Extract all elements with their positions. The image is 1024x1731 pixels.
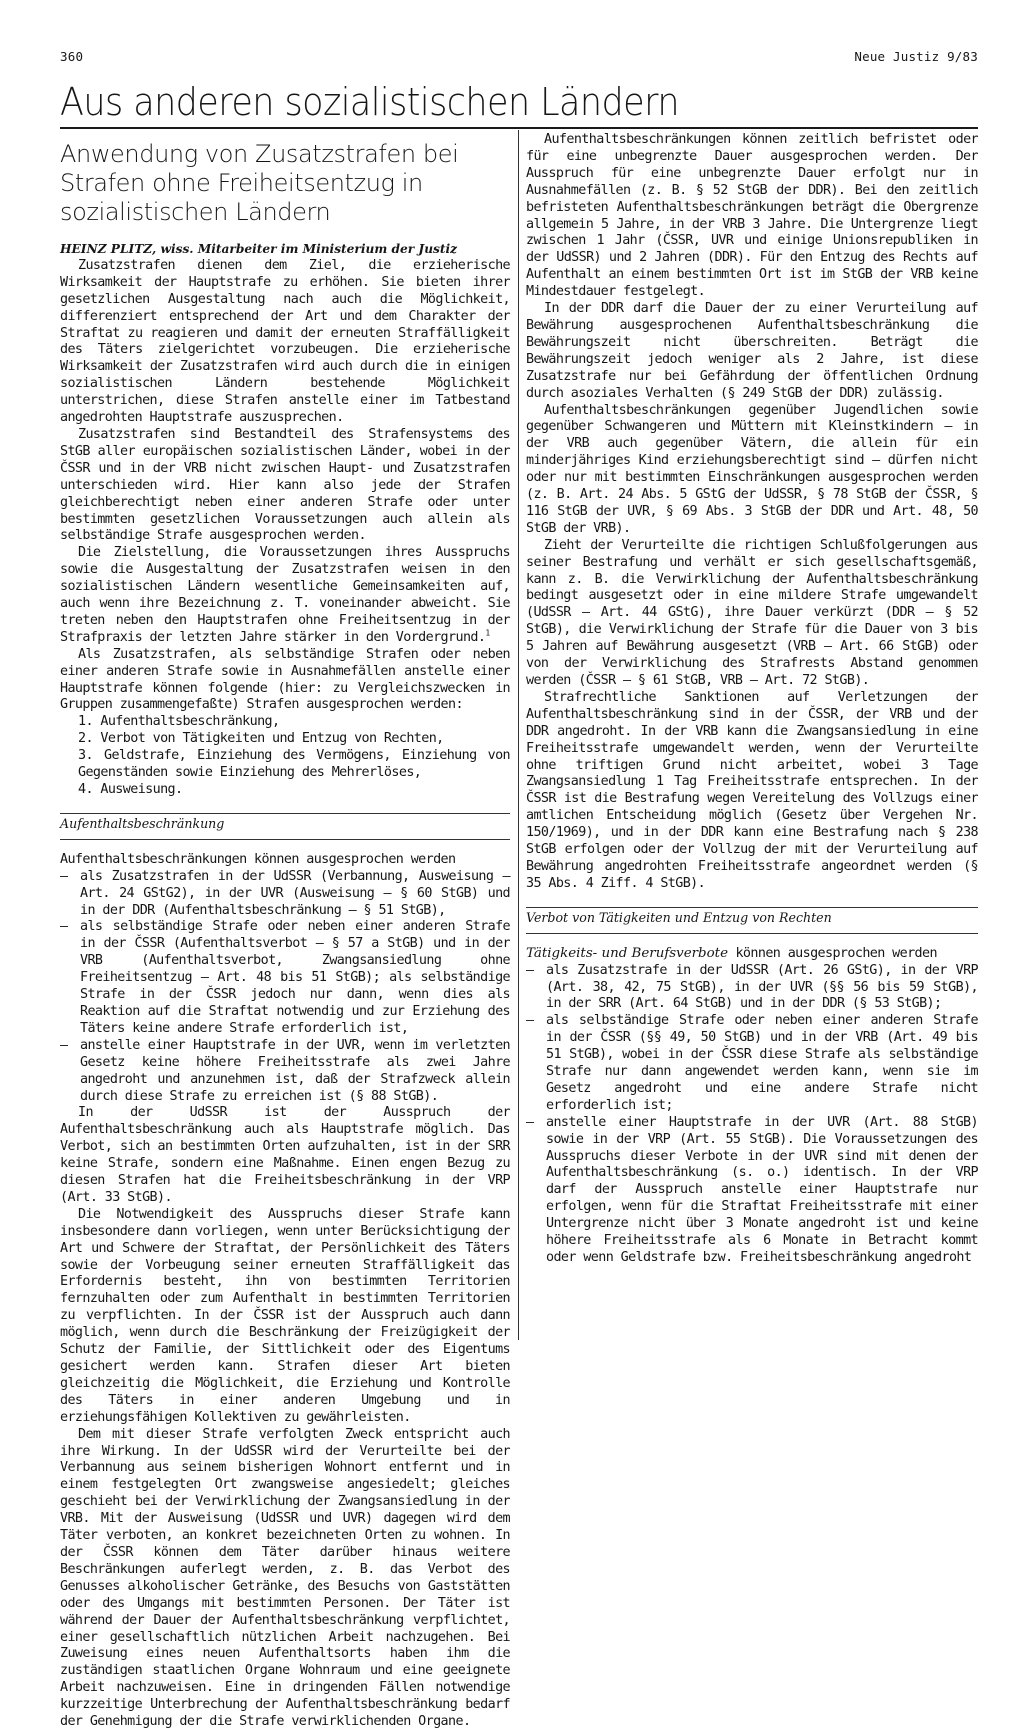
intro-paragraph-text: Die Zielstellung, die Voraussetzungen ihres Ausspruchs sowie die Ausgestaltung der Zusatzstrafen weisen in den sozialistischen Ländern wesentliche Gemeinsamkeiten auf, auch wenn ihre Bezeichnung z. T. voneinander abweicht. Sie treten neben den Hauptstrafen ohne Freiheitsentzug in der Strafpraxis der letzten Jahre stärker in den Vordergrund. bbox=[60, 545, 510, 645]
dash-list-item: — als selbständige Strafe oder neben einer anderen Strafe in der ČSSR (Aufenthaltsverbot — § 57 a StGB) und in der VRB (Aufenthaltsverbot, Zwangsansiedlung ohne Freiheitsentzug — Art. 48 bis 51 StGB); als selbständige Strafe in der ČSSR jedoch nur dann, wenn dies als Reaktion auf die Straftat notwendig und zur Erziehung des Täters keine andere Strafe erforderlich ist, bbox=[60, 919, 510, 1037]
running-header bbox=[60, 49, 978, 67]
intro-paragraph: Zusatzstrafen dienen dem Ziel, die erzieherische Wirksamkeit der Hauptstrafe zu erhöhen. Sie bieten ihrer gesetzlichen Ausgestaltung nach auch die Möglichkeit, differenziert entsprechend der Art und dem Charakter der Straftat zu reagieren und damit der erneuten Straffälligkeit des Täters zielgerichtet vorzubeugen. Die erzieherische Wirksamkeit der Zusatzstrafen wird auch durch die in einigen sozialistischen Ländern bestehende Möglichkeit unterstrichen, diese Strafen anstelle einer im Tatbestand angedrohten Hauptstrafe auszusprechen. bbox=[60, 257, 510, 426]
body-paragraph: Dem mit dieser Strafe verfolgten Zweck entspricht auch ihre Wirkung. In der UdSSR wird der Verurteilte bei der Verbannung aus seinem bisherigen Wohnort entfernt und in einem festgelegten Ort zwangsweise angesiedelt; gleiches geschieht bei der Verwirklichung der Zwangsansiedlung in der VRB. Mit der Ausweisung (UdSSR und UVR) dagegen wird dem Täter verboten, an konkret bezeichneten Orten zu wohnen. In der ČSSR können dem Täter darüber hinaus weitere Beschränkungen auferlegt werden, z. B. das Verbot des Genusses alkoholischer Getränke, des Besuchs von Gaststätten oder des Umgangs mit bestimmten Personen. Der Täter ist während der Dauer der Aufenthaltsbeschränkung verpflichtet, einer gesellschaftlich nützlichen Arbeit nachzugehen. Bei Zuweisung eines neuen Aufenthaltsorts haben ihm die zuständigen staatlichen Organe Wohnraum und eine geeignete Arbeit nachzuweisen. Eine in dringenden Fällen notwendige kurzzeitige Unterbrechung der Aufenthaltsbeschränkung bedarf der Genehmigung der die Strafe verwirklichenden Organe. bbox=[60, 1426, 510, 1730]
dash-list-item: — anstelle einer Hauptstrafe in der UVR (Art. 88 StGB) sowie in der VRP (Art. 55 StGB). Die Voraussetzungen des Ausspruchs dieser Verbote in der UVR sind mit denen der Aufenthaltsbeschränkung (s. o.) identisch. In der VRP darf der Ausspruch anstelle einer Hauptstrafe nur erfolgen, wenn für die Straftat Freiheitsstrafe mit einer Untergrenze nicht über 3 Monate angedroht ist und keine höhere Freiheitsstrafe als 6 Monate in Betracht kommt oder wenn Geldstrafe bzw. Freiheitsbeschränkung angedroht bbox=[526, 1115, 978, 1267]
body-paragraph: Die Notwendigkeit des Ausspruchs dieser Strafe kann insbesondere dann vorliegen, wenn unter Berücksichtigung der Art und Schwere der Straftat, der Persönlichkeit des Täters sowie der Vorbeugung seiner erneuten Straffälligkeit das Erfordernis besteht, ihn von bestimmten Territorien fernzuhalten oder zum Aufenthalt in bestimmten Territorien zu verpflichten. In der ČSSR ist der Ausspruch auch dann möglich, wenn durch die Beschränkung der Freizügigkeit der Schutz der Familie, der Sittlichkeit oder des Eigentums gesichert werden kann. Strafen dieser Art bieten gleichzeitig die Möglichkeit, die Erziehung und Kontrolle des Täters in einer anderen Umgebung und in erziehungsfähigen Kollektiven zu gewährleisten. bbox=[60, 1206, 510, 1425]
dash-list-item: — als selbständige Strafe oder neben einer anderen Strafe in der ČSSR (§§ 49, 50 StGB) und in der VRB (Art. 49 bis 51 StGB), wobei in der ČSSR diese Strafe als selbständige Strafe nur dann angewendet werden kann, wenn sie im Gesetz angedroht und eine andere Strafe nicht erforderlich ist; bbox=[526, 1013, 978, 1114]
subheading-verbot-von-taetigkeiten: Verbot von Tätigkeiten und Entzug von Rechten bbox=[526, 907, 978, 934]
body-paragraph: In der DDR darf die Dauer der zu einer Verurteilung auf Bewährung ausgesprochenen Aufenthaltsbeschränkung die Bewährungszeit nicht überschreiten. Beträgt die Bewährungszeit jedoch weniger als 2 Jahre, ist diese Zusatzstrafe nur bei Gefährdung der öffentlichen Ordnung durch asoziales Verhalten (§ 249 StGB der DDR) zulässig. bbox=[526, 301, 978, 401]
list-item: 1. Aufenthaltsbeschränkung, bbox=[78, 714, 280, 730]
article-title: Anwendung von Zusatzstrafen bei Strafen ohne Freiheitsentzug in sozialistischen Ländern bbox=[60, 140, 459, 226]
sec2-lead bbox=[526, 946, 978, 963]
left-column bbox=[60, 140, 510, 1731]
body-paragraph: Aufenthaltsbeschränkungen gegenüber Jugendlichen sowie gegenüber Schwangeren und Müttern mit Kleinstkindern — in der VRB auch gegenüber Vätern, die allein für ein minderjähriges Kind erziehungsberechtigt sind — dürfen nicht oder nur mit bestimmten Einschränkungen ausgesprochen werden (z. B. Art. 24 Abs. 5 GStG der UdSSR, § 78 StGB der ČSSR, § 116 StGB der UVR, § 69 Abs. 3 StGB der DDR und Art. 48, 50 StGB der VRB). bbox=[526, 402, 978, 536]
list-item: 2. Verbot von Tätigkeiten und Entzug von Rechten, bbox=[78, 731, 444, 747]
page-number: 360 bbox=[60, 49, 84, 64]
column-divider bbox=[518, 130, 519, 1340]
byline: HEINZ PLITZ, wiss. Mitarbeiter im Ministerium der Justiz bbox=[60, 242, 458, 256]
right-column bbox=[526, 132, 978, 1267]
body-paragraph: In der UdSSR ist der Ausspruch der Aufenthaltsbeschränkung auch als Hauptstrafe möglich. Das Verbot, sich an bestimmten Orten aufzuhalten, ist in der SRR keine Strafe, sondern eine Maßnahme. Einen engen Bezug zu diesen Strafen hat die Freiheitsbeschränkung in der VRP (Art. 33 StGB). bbox=[60, 1105, 510, 1205]
section-title: Aus anderen sozialistischen Ländern bbox=[60, 80, 679, 124]
list-item: 3. Geldstrafe, Einziehung des Vermögens, Einziehung von Gegenständen sowie Einziehung des Mehrerlöses, bbox=[78, 748, 510, 781]
footnote-marker: 1 bbox=[485, 628, 490, 638]
sec2-lead-rest: können ausgesprochen werden bbox=[735, 945, 937, 961]
body-paragraph: Aufenthaltsbeschränkungen können zeitlich befristet oder für eine unbegrenzte Dauer ausgesprochen werden. Der Ausspruch für eine unbegrenzte Dauer erfolgt nur in Ausnahmefällen (z. B. § 52 StGB der DDR). Bei den zeitlich befristeten Aufenthaltsbeschränkungen beträgt die Obergrenze allgemein 5 Jahre, in der VRB 3 Jahre. Die Untergrenze liegt zwischen 1 Jahr (ČSSR, UVR und einige Unionsrepubliken in der UdSSR) und 2 Jahren (DDR). Für den Entzug des Rechts auf Aufenthalt an einem bestimmten Ort ist im StGB der VRB keine Mindestdauer festgelegt. bbox=[526, 132, 978, 300]
sec2-lead-italic: Tätigkeits- und Berufsverbote bbox=[526, 945, 728, 961]
list-item: 4. Ausweisung. bbox=[78, 782, 183, 797]
intro-paragraph bbox=[60, 545, 510, 646]
body-paragraph: Strafrechtliche Sanktionen auf Verletzungen der Aufenthaltsbeschränkung sind in der ČSSR, der VRB und der DDR angedroht. In der VRB kann die Zwangsansiedlung in eine Freiheitsstrafe umgewandelt werden, wenn der Verurteilte ohne triftigen Grund nicht arbeitet, wobei 3 Tage Zwangsansiedlung 1 Tag Freiheitsstrafe entsprechen. In der ČSSR ist die Bestrafung wegen Vereitelung des Vollzugs einer amtlichen Entscheidung möglich (Gesetz über Vergehen Nr. 150/1969), und in der DDR kann eine Bestrafung nach § 238 StGB erfolgen oder der Vollzug der mit der Verurteilung auf Bewährung angedrohten Freiheitsstrafe angeordnet werden (§ 35 Abs. 4 Ziff. 4 StGB). bbox=[526, 689, 978, 891]
subheading-aufenthaltsbeschraenkung: Aufenthaltsbeschränkung bbox=[60, 813, 510, 840]
journal-issue: Neue Justiz 9/83 bbox=[854, 49, 978, 64]
dash-list-item: — anstelle einer Hauptstrafe in der UVR, wenn im verletzten Gesetz keine höhere Freiheitsstrafe als zwei Jahre angedroht und anzunehmen ist, daß der Strafzweck allein durch diese Strafe zu erreichen ist (§ 88 StGB). bbox=[60, 1038, 510, 1106]
sec1-lead: Aufenthaltsbeschränkungen können ausgesprochen werden bbox=[60, 851, 456, 867]
dash-list-item: — als Zusatzstrafen in der UdSSR (Verbannung, Ausweisung — Art. 24 GStG2), in der UVR (Ausweisung — § 60 StGB) und in der DDR (Aufenthaltsbeschränkung — § 51 StGB), bbox=[60, 869, 510, 920]
body-paragraph: Zieht der Verurteilte die richtigen Schlußfolgerungen aus seiner Bestrafung und verhält er sich gesellschaftsgemäß, kann z. B. die Verwirklichung der Aufenthaltsbeschränkung bedingt ausgesetzt oder in eine mildere Strafe umgewandelt (UdSSR — Art. 44 GStG), ihre Dauer verkürzt (DDR — § 52 StGB), die Verwirklichung der Strafe für die Dauer von 3 bis 5 Jahren auf Bewährung ausgesetzt (VRB — Art. 66 StGB) oder von der Verwirklichung des Strafrests Abstand genommen werden (ČSSR — § 61 StGB, VRB — Art. 72 StGB). bbox=[526, 537, 978, 688]
intro-paragraph: Als Zusatzstrafen, als selbständige Strafen oder neben einer anderen Strafe sowie in Ausnahmefällen anstelle einer Hauptstrafe können folgende (hier: zu Vergleichszwecken in Gruppen zusammengefaßte) Strafen ausgesprochen werden: bbox=[60, 646, 510, 713]
section-rule bbox=[60, 127, 978, 129]
dash-list-item: — als Zusatzstrafe in der UdSSR (Art. 26 GStG), in der VRP (Art. 38, 42, 75 StGB), in der UVR (§§ 56 bis 59 StGB), in der SRR (Art. 64 StGB) und in der DDR (§ 53 StGB); bbox=[526, 963, 978, 1014]
intro-paragraph: Zusatzstrafen sind Bestandteil des Strafensystems des StGB aller europäischen sozialistischen Länder, wobei in der ČSSR und in der VRB nicht zwischen Haupt- und Zusatzstrafen unterschieden wird. Hier kann also jede der Strafen gleichberechtigt neben einer anderen Strafe oder unter bestimmten gesetzlichen Voraussetzungen auch allein als selbständige Strafe ausgesprochen werden. bbox=[60, 426, 510, 544]
